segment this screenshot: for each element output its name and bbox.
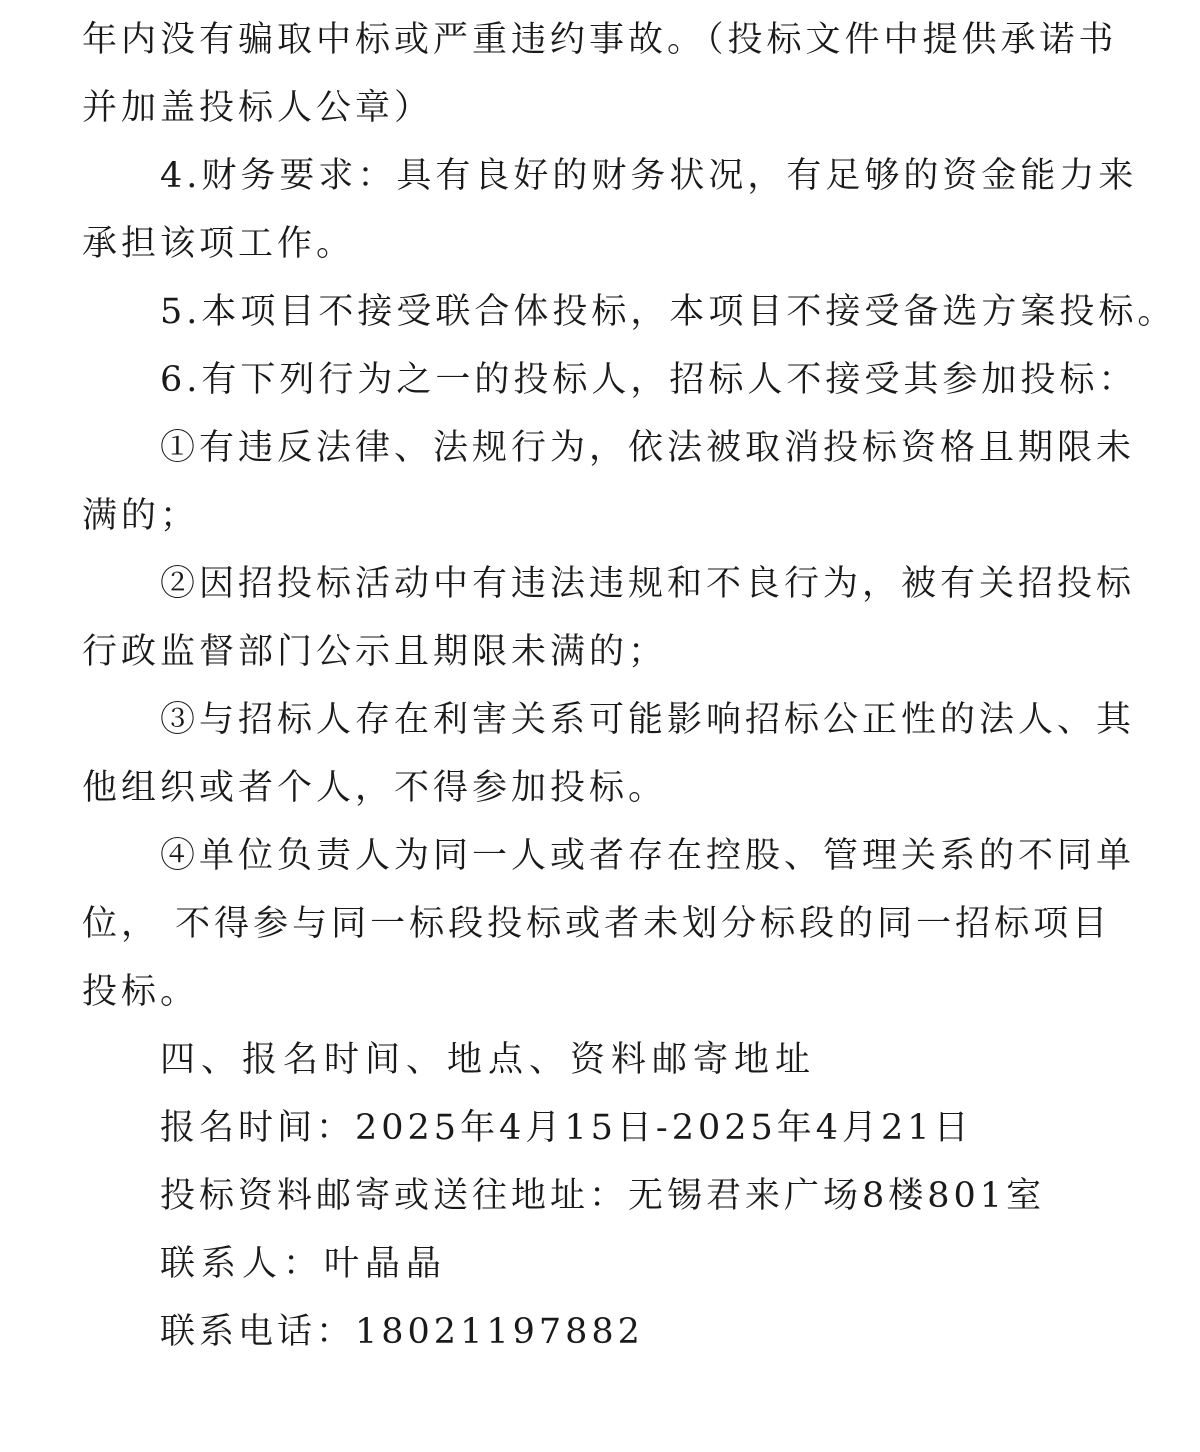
exclusion-item-2: ②因招投标活动中有违法违规和不良行为，被有关招投标 [160, 564, 1136, 604]
exclusion-item-4: ④单位负责人为同一人或者存在控股、管理关系的不同单 [160, 836, 1136, 876]
paragraph-line: 年内没有骗取中标或严重违约事故。（投标文件中提供承诺书 [82, 20, 1118, 60]
paragraph-line: 行政监督部门公示且期限未满的； [82, 632, 668, 672]
registration-time: 报名时间：2025年4月15日-2025年4月21日 [160, 1108, 973, 1148]
document-page [82, 6, 1177, 1366]
paragraph-line: 位， 不得参与同一标段投标或者未划分标段的同一招标项目 [82, 904, 1112, 944]
mailing-address: 投标资料邮寄或送往地址：无锡君来广场8楼801室 [160, 1176, 1046, 1216]
section-heading: 四、报名时间、地点、资料邮寄地址 [160, 1040, 817, 1080]
financial-requirement-line: 4.财务要求：具有良好的财务状况，有足够的资金能力来 [160, 156, 1138, 196]
contact-phone: 联系电话：18021197882 [160, 1312, 644, 1352]
exclusion-item-1: ①有违反法律、法规行为，依法被取消投标资格且期限未 [160, 428, 1136, 468]
exclusion-intro-line: 6.有下列行为之一的投标人，招标人不接受其参加投标： [160, 360, 1138, 400]
contact-person: 联系人：叶晶晶 [160, 1244, 448, 1284]
paragraph-line: 并加盖投标人公章） [82, 88, 434, 128]
exclusion-item-3: ③与招标人存在利害关系可能影响招标公正性的法人、其 [160, 700, 1136, 740]
paragraph-line: 投标。 [82, 972, 200, 1012]
paragraph-line: 满的； [82, 496, 200, 536]
paragraph-line: 他组织或者个人，不得参加投标。 [82, 768, 668, 808]
paragraph-line: 承担该项工作。 [82, 224, 356, 264]
consortium-rule-line: 5.本项目不接受联合体投标，本项目不接受备选方案投标。 [160, 292, 1177, 332]
